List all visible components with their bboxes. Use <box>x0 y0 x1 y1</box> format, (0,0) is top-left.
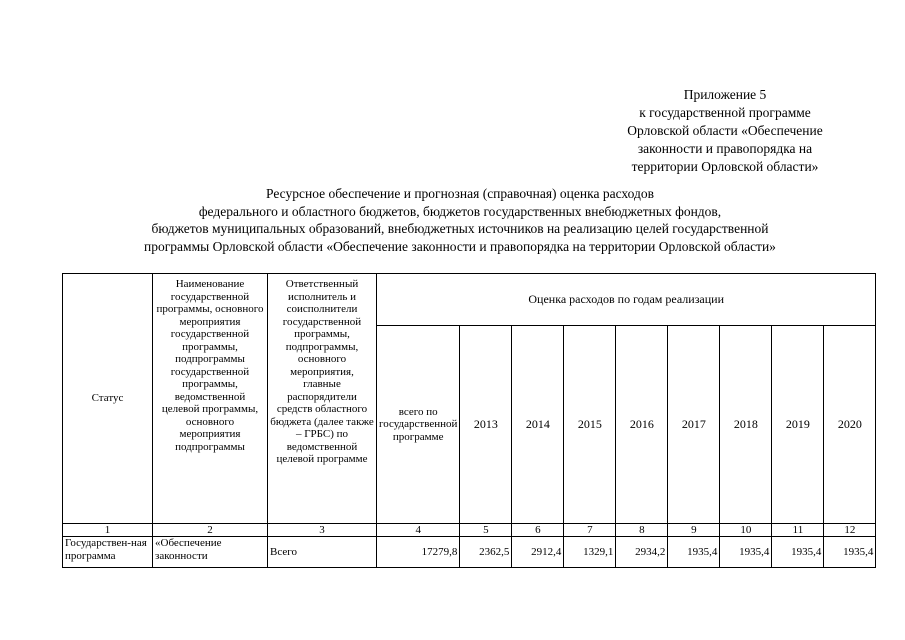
row-value: 1935,4 <box>668 537 720 568</box>
header-year: 2013 <box>460 326 512 524</box>
column-number: 7 <box>564 524 616 537</box>
column-number-row <box>63 524 876 537</box>
appendix-line: к государственной программе <box>639 105 811 120</box>
appendix-line: законности и правопорядка на <box>637 141 813 156</box>
header-estimate: Оценка расходов по годам реализации <box>377 274 876 326</box>
header-name: Наименование государственной программы, основного мероприятия государственной программы, подпрограммы государственной программы, ведомственной целевой программы, основного мероприятия подпрограммы <box>153 274 268 524</box>
appendix-line: Орловской области «Обеспечение <box>627 123 823 138</box>
row-value: 1329,1 <box>564 537 616 568</box>
document-title <box>60 185 860 255</box>
row-value-total: 17279,8 <box>377 537 460 568</box>
column-number: 4 <box>377 524 460 537</box>
appendix-line: территории Орловской области» <box>631 159 819 174</box>
column-number: 2 <box>153 524 268 537</box>
column-number: 6 <box>512 524 564 537</box>
header-status: Статус <box>63 274 153 524</box>
header-year: 2019 <box>772 326 824 524</box>
row-value: 1935,4 <box>772 537 824 568</box>
header-year: 2016 <box>616 326 668 524</box>
row-value: 1935,4 <box>824 537 876 568</box>
row-value: 2362,5 <box>460 537 512 568</box>
row-value: 1935,4 <box>720 537 772 568</box>
header-year: 2017 <box>668 326 720 524</box>
header-year: 2015 <box>564 326 616 524</box>
header-year: 2020 <box>824 326 876 524</box>
header-total: всего по государственной программе <box>377 326 460 524</box>
appendix-line: Приложение 5 <box>683 87 767 102</box>
title-line: Ресурсное обеспечение и прогнозная (справочная) оценка расходов <box>266 186 654 201</box>
resource-table <box>62 273 876 568</box>
column-number: 11 <box>772 524 824 537</box>
row-status: Государствен-ная программа <box>63 537 153 568</box>
column-number: 3 <box>268 524 377 537</box>
row-value: 2934,2 <box>616 537 668 568</box>
column-number: 10 <box>720 524 772 537</box>
column-number: 1 <box>63 524 153 537</box>
column-number: 12 <box>824 524 876 537</box>
column-number: 9 <box>668 524 720 537</box>
header-year: 2018 <box>720 326 772 524</box>
column-number: 5 <box>460 524 512 537</box>
row-name: «Обеспечение законности <box>153 537 268 568</box>
appendix-heading <box>590 86 860 176</box>
row-responsible: Всего <box>268 537 377 568</box>
row-value: 2912,4 <box>512 537 564 568</box>
title-line: федерального и областного бюджетов, бюджетов государственных внебюджетных фондов, <box>198 203 722 219</box>
header-responsible: Ответственный исполнитель и соисполнители государственной программы, подпрограммы, основного мероприятия, главные распорядители средств областного бюджета (далее также – ГРБС) по ведомственной целевой программе <box>268 274 377 524</box>
title-line: программы Орловской области «Обеспечение законности и правопорядка на территории Орловской области» <box>144 238 776 254</box>
header-year: 2014 <box>512 326 564 524</box>
column-number: 8 <box>616 524 668 537</box>
title-line: бюджетов муниципальных образований, внебюджетных источников на реализацию целей государственной <box>151 221 769 236</box>
table-row <box>63 537 876 568</box>
